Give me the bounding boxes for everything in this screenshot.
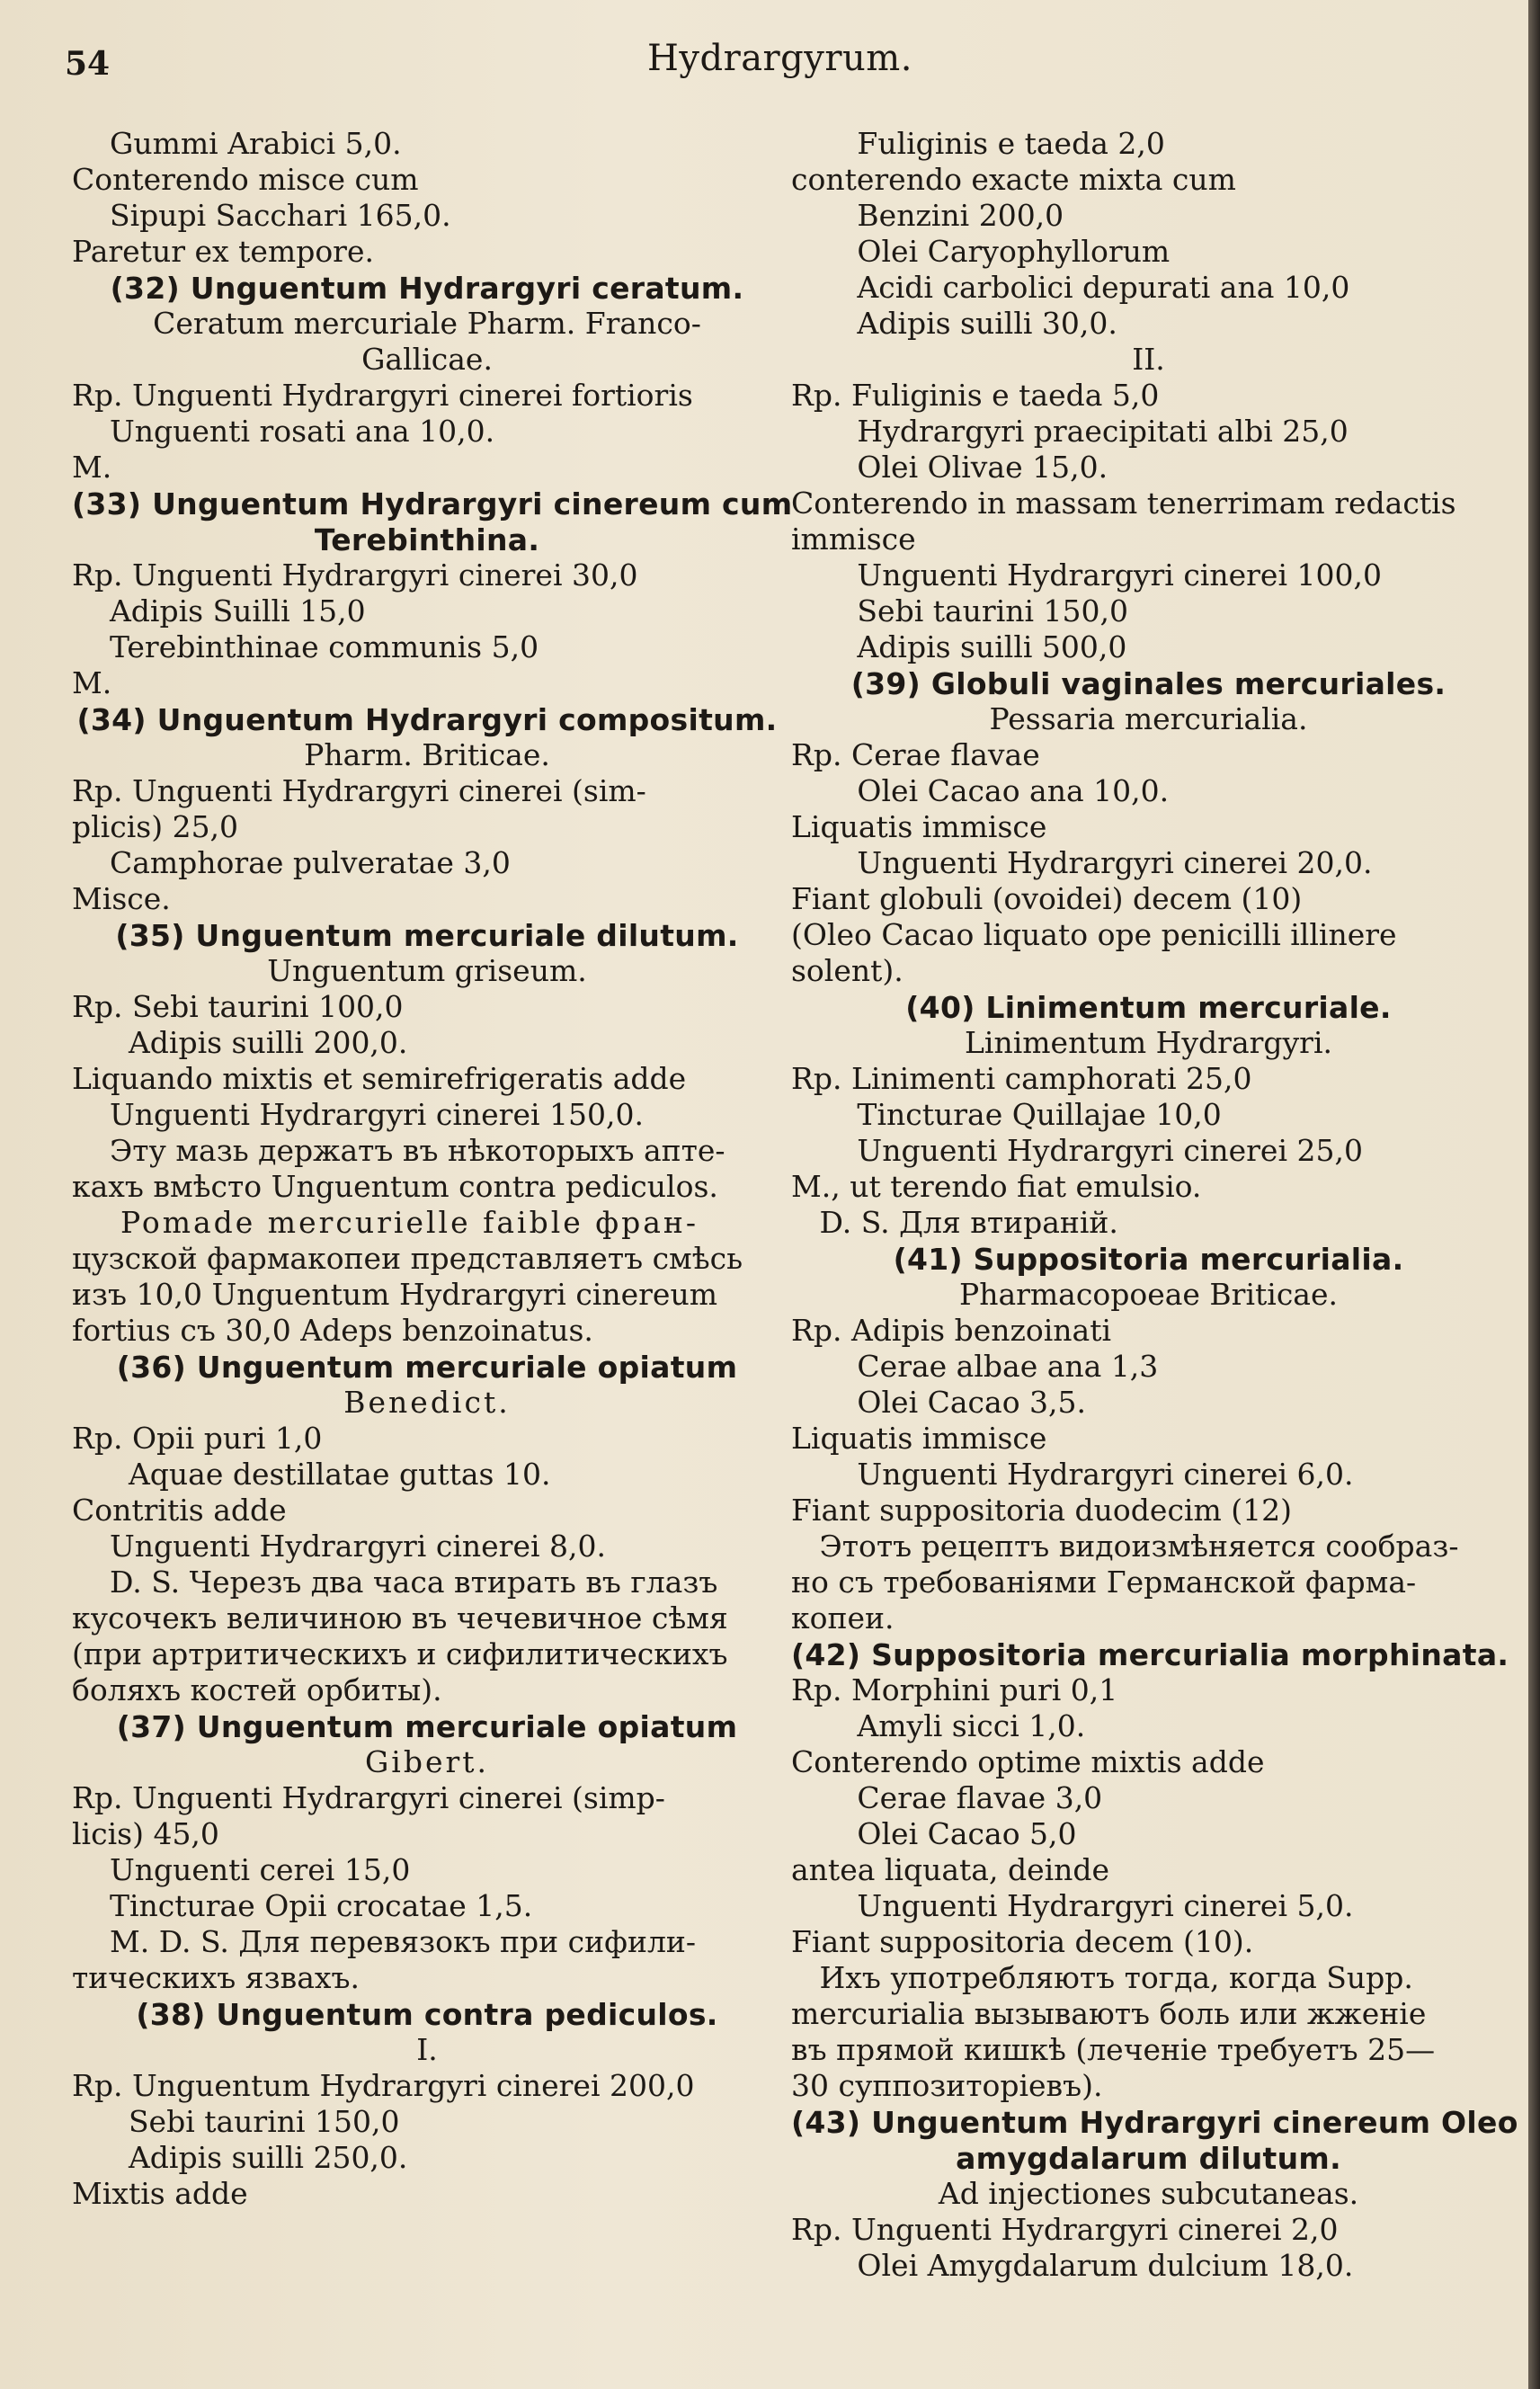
text-line: D. S. Черезъ два часа втирать въ глазъ xyxy=(72,1564,718,1600)
text-line: Fiant globuli (ovoidei) decem (10) xyxy=(791,881,1303,916)
text-line: Rp. Linimenti camphorati 25,0 xyxy=(791,1061,1252,1096)
text-line: но съ требованіями Германской фарма- xyxy=(791,1564,1417,1600)
text-line: 30 суппозиторіевъ). xyxy=(791,2068,1103,2103)
text-line: Cerae albae ana 1,3 xyxy=(791,1349,1159,1384)
text-line: Conterendo in massam tenerrimam redactis xyxy=(791,486,1456,521)
subtitle-line: Pessaria mercurialia. xyxy=(989,701,1308,736)
text-line: Ихъ употребляютъ тогда, когда Supp. xyxy=(791,1960,1413,1995)
text-line: Contritis adde xyxy=(72,1493,287,1528)
section-heading: (41) Suppositoria mercurialia. xyxy=(893,1242,1404,1277)
text-line: Conterendo optime mixtis adde xyxy=(791,1744,1265,1779)
text-line: боляхъ костей орбиты). xyxy=(72,1672,442,1707)
text-line: Rp. Adipis benzoinati xyxy=(791,1313,1112,1348)
text-line: Liquando mixtis et semirefrigeratis adde xyxy=(72,1061,687,1096)
text-line: Olei Cacao 5,0 xyxy=(791,1816,1077,1851)
section-heading: (32) Unguentum Hydrargyri ceratum. xyxy=(110,271,744,306)
author-line: Benedict. xyxy=(343,1385,511,1420)
text-line: Rp. Unguentum Hydrargyri cinerei 200,0 xyxy=(72,2068,695,2103)
text-line: plicis) 25,0 xyxy=(72,809,239,844)
text-line: Fiant suppositoria decem (10). xyxy=(791,1924,1254,1959)
author-line: Gibert. xyxy=(364,1744,490,1779)
text-line: Amyli sicci 1,0. xyxy=(791,1708,1086,1743)
subtitle-line: II. xyxy=(1132,342,1165,377)
text-line: Unguenti Hydrargyri cinerei 100,0 xyxy=(791,557,1382,593)
text-line: Rp. Opii puri 1,0 xyxy=(72,1421,323,1456)
text-line: тическихъ язвахъ. xyxy=(72,1960,360,1995)
section-heading: (36) Unguentum mercuriale opiatum xyxy=(116,1350,738,1385)
text-line: M. D. S. Для перевязокъ при сифили- xyxy=(72,1924,697,1959)
text-line: Fiant suppositoria duodecim (12) xyxy=(791,1493,1293,1528)
section-heading: (42) Suppositoria mercurialia morphinata. xyxy=(791,1637,1509,1672)
text-line: M. xyxy=(72,450,112,485)
text-line: Unguenti Hydrargyri cinerei 6,0. xyxy=(791,1457,1354,1492)
text-line: Sipupi Sacchari 165,0. xyxy=(72,198,451,233)
text-line: Liquatis immisce xyxy=(791,1421,1047,1456)
text-line: Unguenti Hydrargyri cinerei 5,0. xyxy=(791,1888,1354,1923)
subtitle-line: Ad injectiones subcutaneas. xyxy=(938,2176,1359,2211)
text-line: D. S. Для втираній. xyxy=(791,1205,1118,1240)
text-line: копеи. xyxy=(791,1600,895,1636)
text-line: Rp. Unguenti Hydrargyri cinerei 30,0 xyxy=(72,557,638,593)
text-line: mercurialia вызываютъ боль или жженіе xyxy=(791,1996,1427,2031)
text-line: Adipis Suilli 15,0 xyxy=(72,593,366,628)
text-line: licis) 45,0 xyxy=(72,1816,219,1851)
text-line: кусочекъ величиною въ чечевичное сѣмя xyxy=(72,1600,728,1636)
text-line: Paretur ex tempore. xyxy=(72,234,374,269)
text-line: conterendo exacte mixta cum xyxy=(791,162,1236,197)
text-line: Unguenti Hydrargyri cinerei 8,0. xyxy=(72,1529,606,1564)
text-line: Misce. xyxy=(72,881,171,916)
text-line: Unguenti rosati ana 10,0. xyxy=(72,414,495,449)
text-line: Rp. Cerae flavae xyxy=(791,737,1040,772)
right-text-column xyxy=(791,126,1518,2284)
text-line: Adipis suilli 250,0. xyxy=(72,2140,408,2175)
section-heading: amygdalarum dilutum. xyxy=(956,2141,1341,2176)
text-line: Olei Cacao ana 10,0. xyxy=(791,773,1170,808)
text-line: (при артритическихъ и сифилитическихъ xyxy=(72,1636,728,1671)
text-line: M., ut terendo fiat emulsio. xyxy=(791,1169,1202,1204)
text-line: Cerae flavae 3,0 xyxy=(791,1780,1103,1815)
text-line: Rp. Sebi taurini 100,0 xyxy=(72,989,404,1024)
text-line: Unguenti Hydrargyri cinerei 150,0. xyxy=(72,1097,644,1132)
text-line: Olei Amygdalarum dulcium 18,0. xyxy=(791,2248,1354,2283)
section-heading: (38) Unguentum contra pediculos. xyxy=(136,1997,718,2032)
subtitle-line: Gallicae. xyxy=(361,342,493,377)
text-line: Liquatis immisce xyxy=(791,809,1047,844)
subtitle-line: Pharm. Briticae. xyxy=(304,737,550,772)
left-text-column xyxy=(72,126,793,2212)
text-line: Adipis suilli 200,0. xyxy=(72,1025,408,1060)
section-heading: (34) Unguentum Hydrargyri compositum. xyxy=(76,702,778,737)
text-line: Unguenti cerei 15,0 xyxy=(72,1852,411,1887)
subtitle-line: Ceratum mercuriale Pharm. Franco- xyxy=(153,306,701,341)
page-number: 54 xyxy=(65,45,111,83)
section-heading: (37) Unguentum mercuriale opiatum xyxy=(116,1709,738,1744)
text-line: изъ 10,0 Unguentum Hydrargyri cinereum xyxy=(72,1277,717,1312)
text-line: Mixtis adde xyxy=(72,2176,248,2211)
text-line: Этотъ рецептъ видоизмѣняется сообраз- xyxy=(791,1529,1459,1564)
text-line: Rp. Morphini puri 0,1 xyxy=(791,1672,1118,1707)
text-line: (Oleo Cacao liquato ope penicilli illinere xyxy=(791,917,1397,952)
text-line: Aquae destillatae guttas 10. xyxy=(72,1457,551,1492)
text-line: Fuliginis e taeda 2,0 xyxy=(791,126,1165,161)
subtitle-line: Pharmacopoeae Briticae. xyxy=(958,1277,1338,1312)
section-heading: (40) Linimentum mercuriale. xyxy=(905,990,1392,1025)
section-heading: Terebinthina. xyxy=(314,522,540,557)
text-line: Gummi Arabici 5,0. xyxy=(72,126,402,161)
text-line: Unguenti Hydrargyri cinerei 20,0. xyxy=(791,845,1373,880)
page-edge-shadow xyxy=(1528,0,1540,2389)
text-line: M. xyxy=(72,665,112,700)
text-line: fortius съ 30,0 Adeps benzoinatus. xyxy=(72,1313,593,1348)
text-line: Acidi carbolici depurati ana 10,0 xyxy=(791,270,1350,305)
text-line: Hydrargyri praecipitati albi 25,0 xyxy=(791,414,1349,449)
text-line: Rp. Unguenti Hydrargyri cinerei (simp- xyxy=(72,1780,665,1815)
subtitle-line: I. xyxy=(416,2032,438,2067)
text-line: Benzini 200,0 xyxy=(791,198,1064,233)
text-line: Adipis suilli 30,0. xyxy=(791,306,1117,341)
text-line: antea liquata, deinde xyxy=(791,1852,1110,1887)
subtitle-line: Unguentum griseum. xyxy=(267,953,587,988)
text-line: immisce xyxy=(791,521,916,557)
text-line: Olei Cacao 3,5. xyxy=(791,1385,1087,1420)
text-line: Conterendo misce cum xyxy=(72,162,419,197)
text-line: Tincturae Quillajae 10,0 xyxy=(791,1097,1222,1132)
subtitle-line: Linimentum Hydrargyri. xyxy=(964,1025,1332,1060)
text-line: Camphorae pulveratae 3,0 xyxy=(72,845,511,880)
text-line: Terebinthinae communis 5,0 xyxy=(72,629,539,664)
text-line: Adipis suilli 500,0 xyxy=(791,629,1127,664)
section-heading: (39) Globuli vaginales mercuriales. xyxy=(850,666,1447,701)
text-line: Rp. Unguenti Hydrargyri cinerei fortioris xyxy=(72,378,693,413)
running-title: Hydrargyrum. xyxy=(647,38,912,79)
section-heading: (43) Unguentum Hydrargyri cinereum Oleo xyxy=(791,2105,1518,2140)
text-line: Olei Olivae 15,0. xyxy=(791,450,1108,485)
text-line: Unguenti Hydrargyri cinerei 25,0 xyxy=(791,1133,1363,1168)
text-line: Эту мазь держатъ въ нѣкоторыхъ апте- xyxy=(72,1133,725,1168)
text-line: въ прямой кишкѣ (леченіе требуетъ 25— xyxy=(791,2032,1436,2067)
text-line: цузской фармакопеи представляетъ смѣсь xyxy=(72,1241,743,1276)
text-line: Sebi taurini 150,0 xyxy=(72,2104,400,2139)
text-line: Rp. Fuliginis e taeda 5,0 xyxy=(791,378,1160,413)
text-line: Rp. Unguenti Hydrargyri cinerei 2,0 xyxy=(791,2212,1339,2247)
section-heading: (35) Unguentum mercuriale dilutum. xyxy=(115,918,739,953)
text-line: Sebi taurini 150,0 xyxy=(791,593,1129,628)
text-line: Pomade mercurielle faible фран- xyxy=(72,1205,699,1240)
text-line: кахъ вмѣсто Unguentum contra pediculos. xyxy=(72,1169,718,1204)
text-line: Rp. Unguenti Hydrargyri cinerei (sim- xyxy=(72,773,646,808)
text-line: Olei Caryophyllorum xyxy=(791,234,1171,269)
text-line: Tincturae Opii crocatae 1,5. xyxy=(72,1888,533,1923)
section-heading: (33) Unguentum Hydrargyri cinereum cum xyxy=(72,486,793,521)
text-line: solent). xyxy=(791,953,904,988)
